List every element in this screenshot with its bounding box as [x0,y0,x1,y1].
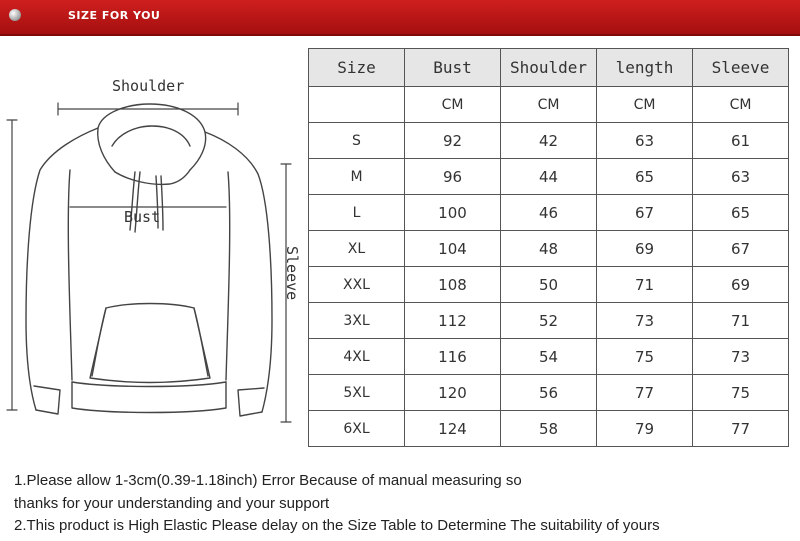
size-cell: S [309,123,405,159]
bullet-icon [9,9,21,21]
table-row [309,123,789,159]
sleeve-cell: 65 [693,195,789,231]
size-cell: 3XL [309,303,405,339]
header-size: Size [309,49,405,87]
banner-title: SIZE FOR YOU [68,9,161,22]
length-cell: 65 [597,159,693,195]
bust-cell: 124 [405,411,501,447]
sleeve-cell: 61 [693,123,789,159]
table-header-row [309,49,789,87]
size-cell: M [309,159,405,195]
shoulder-cell: 42 [501,123,597,159]
table-row [309,159,789,195]
shoulder-label: Shoulder [112,77,185,95]
table-row [309,411,789,447]
sleeve-cell: 63 [693,159,789,195]
bust-cell: 100 [405,195,501,231]
sleeve-cell: 69 [693,267,789,303]
size-cell: L [309,195,405,231]
bust-cell: 104 [405,231,501,267]
shoulder-cell: 44 [501,159,597,195]
shoulder-cell: 50 [501,267,597,303]
bust-cell: 120 [405,375,501,411]
table-row [309,303,789,339]
note-line-2: thanks for your understanding and your support [14,494,330,512]
unit-cell: CM [405,87,501,123]
length-cell: 73 [597,303,693,339]
hoodie-drawing [0,60,305,430]
size-cell: 5XL [309,375,405,411]
sleeve-cell: 71 [693,303,789,339]
header-shoulder: Shoulder [501,49,597,87]
size-banner [0,0,800,36]
length-cell: 71 [597,267,693,303]
size-chart-table [308,48,789,447]
shoulder-cell: 48 [501,231,597,267]
bust-cell: 96 [405,159,501,195]
length-cell: 67 [597,195,693,231]
sleeve-label: Sleeve [283,246,301,301]
length-cell: 75 [597,339,693,375]
length-cell: 77 [597,375,693,411]
unit-cell [309,87,405,123]
hoodie-illustration [0,60,305,430]
header-sleeve: Sleeve [693,49,789,87]
header-length: length [597,49,693,87]
bust-cell: 108 [405,267,501,303]
bust-cell: 116 [405,339,501,375]
note-line-3: 2.This product is High Elastic Please delay on the Size Table to Determine The suitability of yours [14,517,660,534]
length-cell: 63 [597,123,693,159]
shoulder-cell: 52 [501,303,597,339]
note-line-1: 1.Please allow 1-3cm(0.39-1.18inch) Error Because of manual measuring so [14,472,522,489]
unit-cell: CM [501,87,597,123]
table-row [309,231,789,267]
table-row [309,375,789,411]
sleeve-cell: 75 [693,375,789,411]
size-cell: 4XL [309,339,405,375]
table-row [309,339,789,375]
shoulder-cell: 56 [501,375,597,411]
shoulder-cell: 46 [501,195,597,231]
units-row [309,87,789,123]
bust-cell: 112 [405,303,501,339]
table-row [309,267,789,303]
bust-cell: 92 [405,123,501,159]
size-cell: XL [309,231,405,267]
shoulder-cell: 54 [501,339,597,375]
sleeve-cell: 73 [693,339,789,375]
size-cell: XXL [309,267,405,303]
shoulder-cell: 58 [501,411,597,447]
table-row [309,195,789,231]
sleeve-cell: 77 [693,411,789,447]
bust-label: Bust [124,208,161,226]
size-cell: 6XL [309,411,405,447]
size-notes [14,470,660,538]
header-bust: Bust [405,49,501,87]
length-cell: 69 [597,231,693,267]
unit-cell: CM [597,87,693,123]
unit-cell: CM [693,87,789,123]
length-cell: 79 [597,411,693,447]
sleeve-cell: 67 [693,231,789,267]
